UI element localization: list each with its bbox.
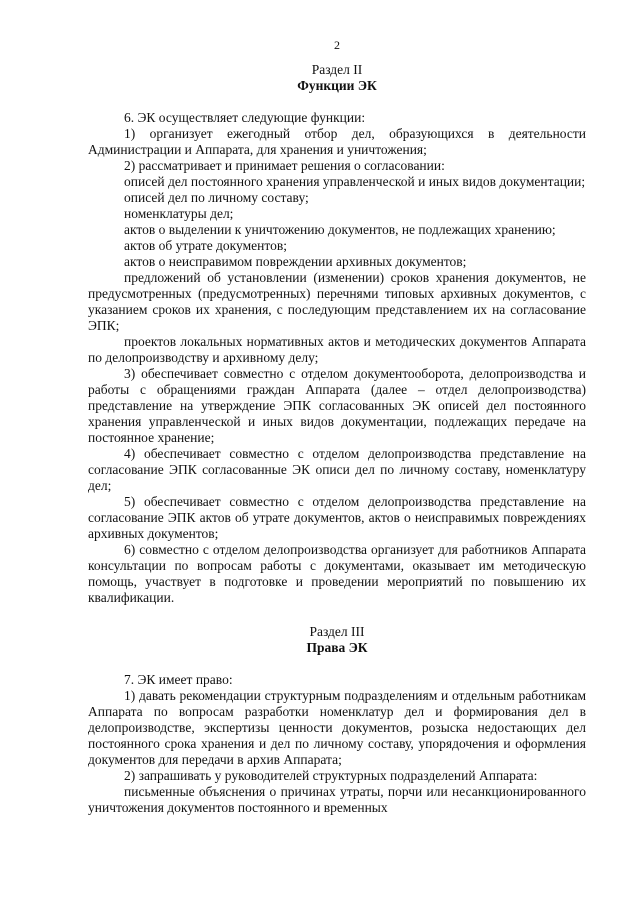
paragraph: 2) рассматривает и принимает решения о согласовании: xyxy=(124,158,445,173)
paragraph: 5) обеспечивает совместно с отделом делопроизводства представление на согласование ЭПК актов об утрате документов, актов о неисправимых повреждениях архивных документов; xyxy=(88,494,586,541)
section-3-title: Права ЭК xyxy=(306,640,368,655)
paragraph: номенклатуры дел; xyxy=(124,206,234,221)
paragraph: 6. ЭК осуществляет следующие функции: xyxy=(124,110,366,125)
paragraph: 3) обеспечивает совместно с отделом документооборота, делопроизводства и работы с обращениями граждан Аппарата (далее – отдел делопроизводства) представление на утверждение ЭПК согласованных ЭК описей дел постоянного хранения управленческой и иных видов документации, подлежащих передаче на постоянное хранение; xyxy=(88,366,586,445)
paragraph: актов о неисправимом повреждении архивных документов; xyxy=(124,254,467,269)
paragraph: актов об утрате документов; xyxy=(124,238,287,253)
paragraph: предложений об установлении (изменении) сроков хранения документов, не предусмотренных (предусмотренных) перечнями типовых архивных документов, с указанием сроков их хранения, с последующим представлением их на согласование ЭПК; xyxy=(88,270,586,333)
paragraph: письменные объяснения о причинах утраты, порчи или несанкционированного уничтожения документов постоянного и временных xyxy=(88,784,586,815)
paragraph: 4) обеспечивает совместно с отделом делопроизводства представление на согласование ЭПК согласованные ЭК описи дел по личному составу, номенклатуру дел; xyxy=(88,446,586,493)
section-2-title: Функции ЭК xyxy=(297,78,377,93)
paragraph: 6) совместно с отделом делопроизводства организует для работников Аппарата консультации по вопросам работы с документами, оказывает им методическую помощь, участвует в подготовке и проведении мероприятий по повышению их квалификации. xyxy=(88,542,586,605)
paragraph: 7. ЭК имеет право: xyxy=(124,672,233,687)
paragraph: 1) давать рекомендации структурным подразделениям и отдельным работникам Аппарата по вопросам разработки номенклатур дел и формирования дел в делопроизводстве, экспертизы ценности документов, розыска недостающих дел постоянного срока хранения и дел по личному составу, упорядочения и оформления документов для передачи в архив Аппарата; xyxy=(88,688,586,767)
section-3-heading: Раздел III xyxy=(309,624,365,639)
paragraph: 1) организует ежегодный отбор дел, образующихся в деятельности Администрации и Аппарата, для хранения и уничтожения; xyxy=(88,126,586,157)
paragraph: описей дел постоянного хранения управленческой и иных видов документации; xyxy=(124,174,586,189)
paragraph: актов о выделении к уничтожению документов, не подлежащих хранению; xyxy=(124,222,556,237)
page-number: 2 xyxy=(334,38,340,52)
paragraph: проектов локальных нормативных актов и методических документов Аппарата по делопроизводству и архивному делу; xyxy=(88,334,586,365)
section-2-heading: Раздел II xyxy=(311,62,363,77)
section-2-body xyxy=(88,110,586,606)
section-3-body xyxy=(88,672,586,816)
document-page xyxy=(88,38,586,816)
paragraph: 2) запрашивать у руководителей структурных подразделений Аппарата: xyxy=(124,768,538,783)
paragraph: описей дел по личному составу; xyxy=(124,190,309,205)
